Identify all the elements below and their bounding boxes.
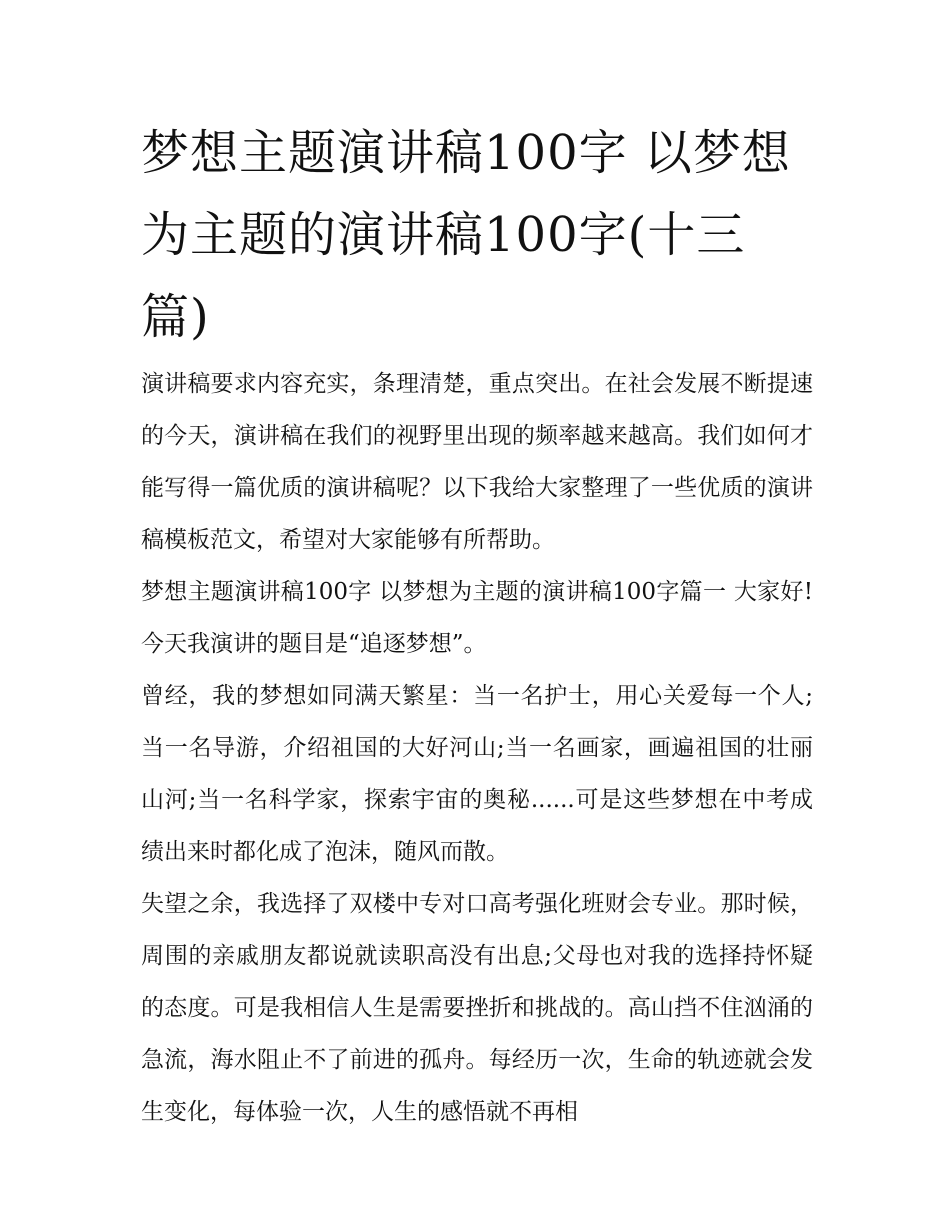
- body-paragraph-dreams: 曾经，我的梦想如同满天繁星：当一名护士，用心关爱每一个人;当一名导游，介绍祖国的大好河山;当一名画家，画遍祖国的壮丽山河;当一名科学家，探索宇宙的奥秘......可是这些梦想在中考成绩出来时都化成了泡沫，随风而散。: [141, 683, 813, 865]
- section-heading-paragraph: 梦想主题演讲稿100字 以梦想为主题的演讲稿100字篇一 大家好!今天我演讲的题目是“追逐梦想”。: [141, 579, 813, 657]
- body-paragraph-choice: 失望之余，我选择了双楼中专对口高考强化班财会专业。那时候，周围的亲戚朋友都说就读职高没有出息;父母也对我的选择持怀疑的态度。可是我相信人生是需要挫折和挑战的。高山挡不住汹涌的急流，海水阻止不了前进的孤舟。每经历一次，生命的轨迹就会发生变化，每体验一次，人生的感悟就不再相: [141, 891, 813, 1125]
- title-line-3: 篇): [141, 289, 210, 345]
- title-line-2: 为主题的演讲稿100字(十三: [141, 207, 746, 263]
- document-page: [141, 112, 813, 1138]
- intro-paragraph: 演讲稿要求内容充实，条理清楚，重点突出。在社会发展不断提速的今天，演讲稿在我们的视野里出现的频率越来越高。我们如何才能写得一篇优质的演讲稿呢？以下我给大家整理了一些优质的演讲稿模板范文，希望对大家能够有所帮助。: [141, 371, 813, 553]
- document-title: [141, 112, 813, 358]
- title-line-1: 梦想主题演讲稿100字 以梦想: [141, 125, 791, 181]
